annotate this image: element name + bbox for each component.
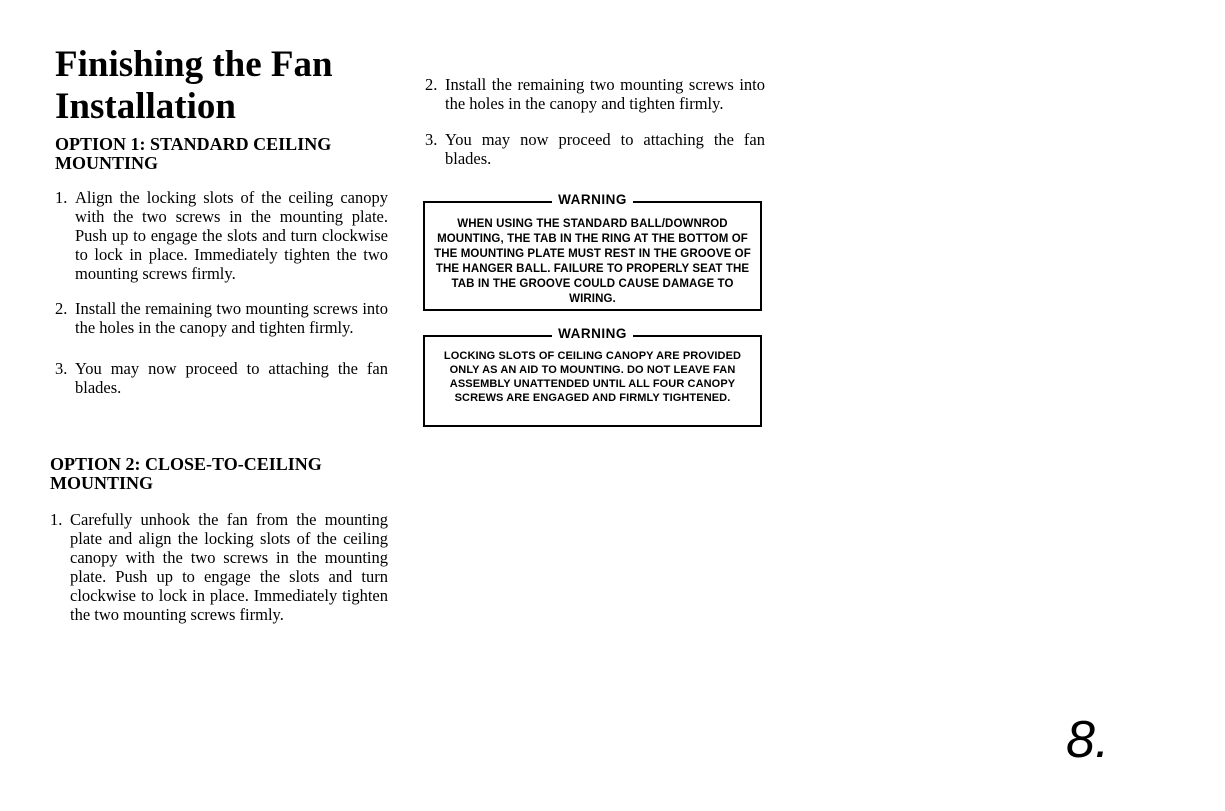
step-number: 1. (50, 510, 63, 529)
step-text: Align the locking slots of the ceiling canopy with the two screws in the mounting plate. Push up to engage the slots and turn clockwise to lock in place. Immediately tighten the two mounting screws firmly. (75, 188, 388, 283)
list-item (425, 75, 765, 113)
warning-title: WARNING (552, 192, 633, 207)
step-number: 1. (55, 188, 68, 207)
page-number: 8. (1066, 711, 1110, 769)
page-title: Finishing the Fan Installation (55, 44, 333, 127)
option2-steps (50, 510, 388, 640)
warning-box (423, 326, 762, 427)
step-number: 3. (55, 359, 68, 378)
option1-heading: OPTION 1: STANDARD CEILING MOUNTING (55, 134, 332, 173)
step-number: 2. (425, 75, 438, 94)
list-item (425, 130, 765, 168)
option2-heading: OPTION 2: CLOSE-TO-CEILING MOUNTING (50, 454, 322, 493)
option1-steps (55, 188, 388, 413)
step-text: Carefully unhook the fan from the mounting plate and align the locking slots of the ceiling canopy with the two screws in the mounting plate. Push up to engage the slots and turn clockwise to lock in place. Immediately tighten the two mounting screws firmly. (70, 510, 388, 624)
step-text: You may now proceed to attaching the fan blades. (445, 130, 765, 168)
list-item (55, 188, 388, 283)
warning-box (423, 192, 762, 311)
step-text: You may now proceed to attaching the fan blades. (75, 359, 388, 397)
option2-steps-continued (425, 75, 765, 184)
warning-text: WHEN USING THE STANDARD BALL/DOWNROD MOUNTING, THE TAB IN THE RING AT THE BOTTOM OF THE MOUNTING PLATE MUST REST IN THE GROOVE OF THE HANGER BALL. FAILURE TO PROPERLY SEAT THE TAB IN THE GROOVE COULD CAUSE DAMAGE TO WIRING. (434, 218, 751, 305)
list-item (55, 359, 388, 397)
list-item (55, 299, 388, 337)
list-item (50, 510, 388, 624)
warning-title: WARNING (552, 326, 633, 341)
step-number: 3. (425, 130, 438, 149)
step-text: Install the remaining two mounting screws into the holes in the canopy and tighten firmly. (75, 299, 388, 337)
step-number: 2. (55, 299, 68, 318)
step-text: Install the remaining two mounting screws into the holes in the canopy and tighten firmly. (445, 75, 765, 113)
warning-text: LOCKING SLOTS OF CEILING CANOPY ARE PROVIDED ONLY AS AN AID TO MOUNTING. DO NOT LEAVE FAN ASSEMBLY UNATTENDED UNTIL ALL FOUR CANOPY SCREWS ARE ENGAGED AND FIRMLY TIGHTENED. (443, 350, 742, 404)
